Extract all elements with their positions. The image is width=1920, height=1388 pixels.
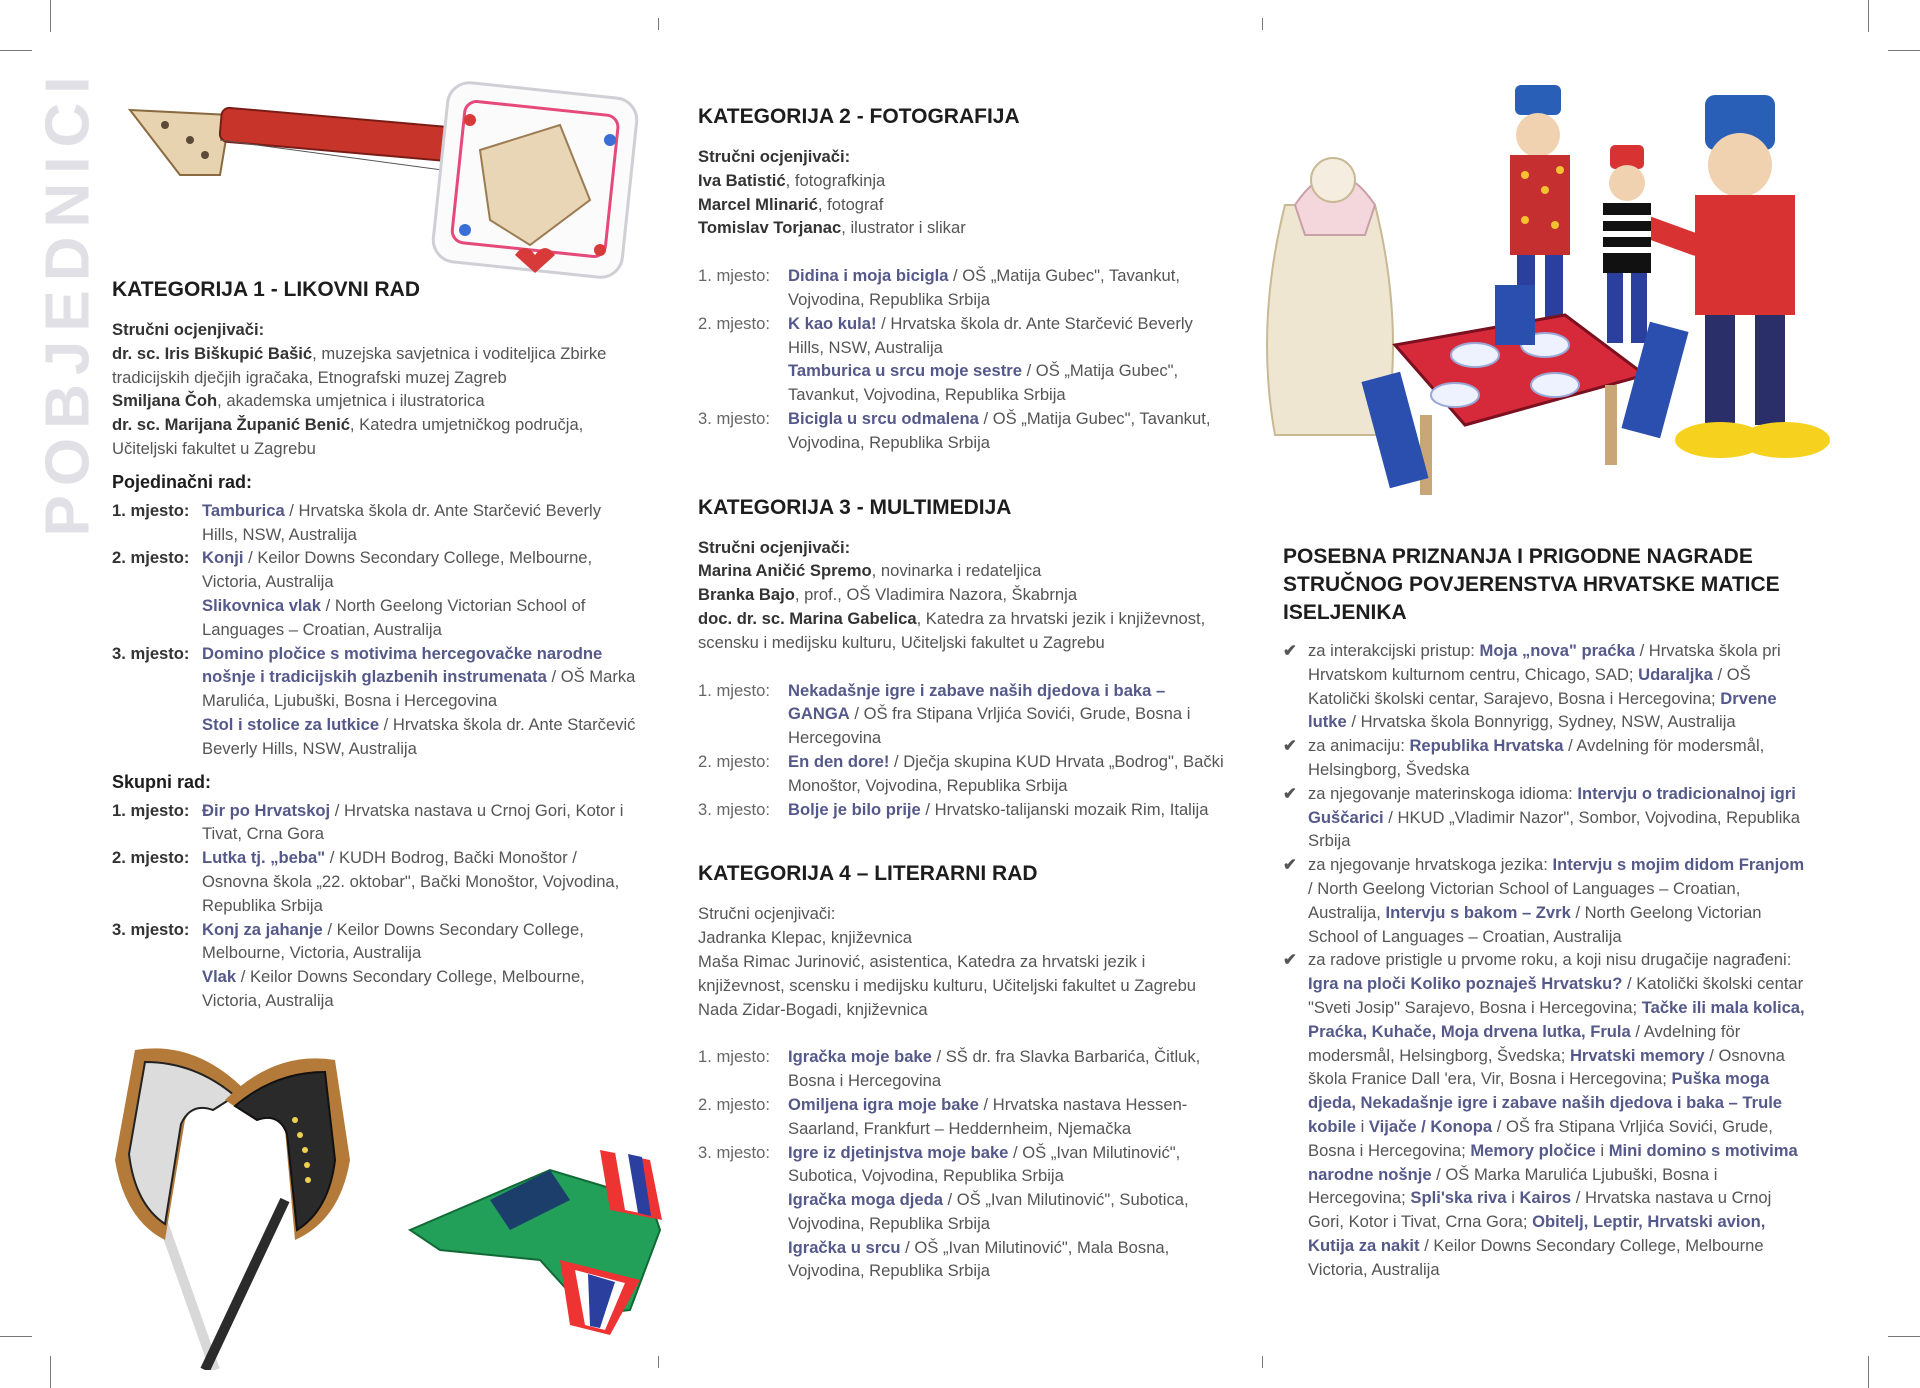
- special-award-item: ✔ za interakcijski pristup: Moja „nova" praćka / Hrvatska škola pri Hrvatskom kulturnom centru, Chicago, SAD; Udaraljka / OŠ Katolički školski centar, Sarajevo, Bosna i Hercegovina; Drvene lutke / Hrvatska škola Bonnyrigg, Sydney, NSW, Australija: [1283, 641, 1781, 732]
- checkmark-icon: ✔: [1283, 783, 1297, 803]
- judge-entry: dr. sc. Iris Biškupić Bašić, muzejska savjetnica i voditeljica Zbirke tradicijskih dječjih igračaka, Etnografski muzej Zagreb: [112, 343, 607, 387]
- crop-mark: [1262, 18, 1263, 30]
- crop-mark: [50, 1356, 51, 1388]
- checkmark-icon: ✔: [1283, 736, 1297, 756]
- category-4-section: [698, 861, 1228, 1283]
- crop-mark: [1868, 1356, 1869, 1388]
- place-row: 1. mjesto: Đir po Hrvatskoj / Hrvatska nastava u Crnoj Gori, Kotor i Tivat, Crna Gora: [112, 799, 640, 847]
- crop-mark: [1888, 1336, 1920, 1337]
- checkmark-icon: ✔: [1283, 641, 1297, 660]
- hobby-horses-image: [95, 1040, 355, 1370]
- winner-entry: Stol i stolice za lutkice / Hrvatska škola dr. Ante Starčević Beverly Hills, NSW, Australija: [202, 714, 636, 758]
- special-award-item: ✔ za njegovanje hrvatskoga jezika: Intervju s mojim didom Franjom / North Geelong Victorian School of Languages – Croatian, Australija, Intervju s bakom – Zvrk / North Geelong Victorian School of Languages – Croatian, Australija: [1283, 855, 1805, 946]
- judge-entry: Marcel Mlinarić, fotograf: [698, 194, 884, 214]
- place-row: 2. mjesto: Lutka tj. „beba" / KUDH Bodrog, Bački Monoštor / Osnovna škola „22. oktobar", Bački Monoštor, Vojvodina, Republika Srbija: [112, 846, 640, 917]
- crop-mark: [0, 1336, 32, 1337]
- categories-2-4-column: [698, 104, 1228, 1323]
- judge-entry: Jadranka Klepac, književnica: [698, 928, 912, 948]
- category-2-title: KATEGORIJA 2 - FOTOGRAFIJA: [698, 105, 1020, 128]
- winner-entry: K kao kula! / Hrvatska škola dr. Ante Starčević Beverly Hills, NSW, Australija: [788, 313, 1193, 357]
- category-1-title: KATEGORIJA 1 - LIKOVNI RAD: [112, 278, 421, 301]
- category-4-title: KATEGORIJA 4 – LITERARNI RAD: [698, 862, 1038, 886]
- judge-entry: Iva Batistić, fotografkinja: [698, 170, 886, 190]
- winner-entry: Igračka moga djeda / OŠ „Ivan Milutinović", Subotica, Vojvodina, Republika Srbija: [788, 1190, 1189, 1233]
- checkmark-icon: ✔: [1283, 855, 1297, 875]
- place-row: 1. mjesto: Didina i moja bicigla / OŠ „Matija Gubec", Tavankut, Vojvodina, Republika Srbija: [698, 264, 1228, 312]
- crop-mark: [0, 50, 32, 51]
- crop-mark: [50, 0, 51, 32]
- vertical-title-text: POBJEDNICI: [33, 67, 103, 537]
- special-award-item: ✔ za njegovanje materinskoga idioma: Intervju o tradicionalnoj igri Guščarici / HKUD „Vladimir Nazor", Sombor, Vojvodina, Republika Srbija: [1283, 783, 1800, 851]
- individual-places-list: [112, 499, 640, 761]
- judge-entry: Nada Zidar-Bogadi, književnica: [698, 999, 928, 1019]
- checkmark-icon: ✔: [1283, 950, 1297, 970]
- crop-mark: [1888, 50, 1920, 51]
- crop-mark: [658, 18, 659, 30]
- place-row: 1. mjesto: Igračka moje bake / SŠ dr. fra Slavka Barbarića, Čitluk, Bosna i Hercegovina: [698, 1045, 1228, 1093]
- category-3-judges: [698, 536, 1228, 655]
- judges-label: Stručni ocjenjivači:: [698, 537, 851, 557]
- category-2-judges: [698, 145, 1228, 240]
- winner-entry: Igračka u srcu / OŠ „Ivan Milutinović", Mala Bosna, Vojvodina, Republika Srbija: [788, 1237, 1170, 1281]
- crop-mark: [658, 1356, 659, 1368]
- category-4-judges: [698, 902, 1228, 1021]
- winner-entry: Nekadašnje igre i zabave naših djedova i baka – GANGA / OŠ fra Stipana Vrljića Sovići, Grude, Bosna i Hercegovina: [788, 680, 1191, 748]
- winner-entry: Đir po Hrvatskoj / Hrvatska nastava u Crnoj Gori, Kotor i Tivat, Crna Gora: [202, 800, 624, 844]
- special-award-item: ✔ za animaciju: Republika Hrvatska / Avdelning för modersmål, Helsingborg, Švedska: [1283, 736, 1765, 779]
- winner-entry: Konj za jahanje / Keilor Downs Secondary College, Melbourne, Victoria, Australija: [202, 919, 584, 963]
- winner-entry: Tamburica u srcu moje sestre / OŠ „Matija Gubec", Tavankut, Vojvodina, Republika Srbija: [788, 361, 1179, 405]
- judge-entry: dr. sc. Marijana Županić Benić, Katedra umjetničkog područja, Učiteljski fakultet u Zagrebu: [112, 415, 584, 458]
- winner-entry: Igračka moje bake / SŠ dr. fra Slavka Barbarića, Čitluk, Bosna i Hercegovina: [788, 1047, 1201, 1091]
- special-awards-title: POSEBNA PRIZNANJA I PRIGODNE NAGRADE STRUČNOG POVJERENSTVA HRVATSKE MATICE ISELJENIKA: [1283, 545, 1780, 624]
- winner-entry: Tamburica / Hrvatska škola dr. Ante Starčević Beverly Hills, NSW, Australija: [202, 500, 602, 544]
- category-4-places: [698, 1045, 1228, 1283]
- place-row: 2. mjesto: K kao kula! / Hrvatska škola dr. Ante Starčević Beverly Hills, NSW, Australija Tamburica u srcu moje sestre / OŠ „Matija Gubec", Tavankut, Vojvodina, Republika Srbija: [698, 312, 1228, 407]
- special-award-item: ✔ za radove pristigle u prvome roku, a koji nisu drugačije nagrađeni: Igra na ploči Koliko poznaješ Hrvatsku? / Katolički školski centar "Sveti Josip" Sarajevo, Bosna i Hercegovina; Tačke ili mala kolica, Praćka, Kuhače, Moja drvena lutka, Frula / Avdelning för modersmål, Helsingborg, Švedska; Hrvatski memory / Osnovna škola Franice Dall 'era, Vir, Bosna i Hercegovina; Puška moga djeda, Nekadašnje igre i zabave naših djedova i baka – Trule kobile i Vijače / Konopa / OŠ fra Stipana Vrljića Sovići, Grude, Bosna i Hercegovina; Memory pločice i Mini domino s motivima narodne nošnje / OŠ Marka Marulića Ljubuški, Bosna i Hercegovina; Spli'ska riva i Kairos / Hrvatska nastava u Crnoj Gori, Kotor i Tivat, Crna Gora; Obitelj, Leptir, Hrvatski avion, Kutija za nakit / Keilor Downs Secondary College, Melbourne Victoria, Australija: [1283, 950, 1805, 1279]
- place-row: 3. mjesto: Igre iz djetinjstva moje bake / OŠ „Ivan Milutinović", Subotica, Vojvodina, Republika Srbija Igračka moga djeda / OŠ „Ivan Milutinović", Subotica, Vojvodina, Republika Srbija Igračka u srcu / OŠ „Ivan Milutinović", Mala Bosna, Vojvodina, Republika Srbija: [698, 1141, 1228, 1284]
- place-row: 2. mjesto: Konji / Keilor Downs Secondary College, Melbourne, Victoria, Australija Slikovnica vlak / North Geelong Victorian School of Languages – Croatian, Australija: [112, 546, 640, 641]
- place-row: 3. mjesto: Domino pločice s motivima hercegovačke narodne nošnje i tradicijskih glazbenih instrumenata / OŠ Marka Marulića, Ljubuški, Bosna i Hercegovina Stol i stolice za lutkice / Hrvatska škola dr. Ante Starčević Beverly Hills, NSW, Australija: [112, 642, 640, 761]
- winner-entry: Igre iz djetinjstva moje bake / OŠ „Ivan Milutinović", Subotica, Vojvodina, Republika Srbija: [788, 1142, 1181, 1186]
- winner-entry: Slikovnica vlak / North Geelong Victorian School of Languages – Croatian, Australija: [202, 595, 586, 639]
- group-places-list: [112, 799, 640, 1013]
- place-row: 2. mjesto: En den dore! / Dječja skupina KUD Hrvata „Bodrog", Bački Monoštor, Vojvodina, Republika Srbija: [698, 750, 1228, 798]
- place-row: 3. mjesto: Bicigla u srcu odmalena / OŠ „Matija Gubec", Tavankut, Vojvodina, Republika Srbija: [698, 407, 1228, 455]
- category-3-title: KATEGORIJA 3 - MULTIMEDIJA: [698, 495, 1012, 519]
- winner-entry: Omiljena igra moje bake / Hrvatska nastava Hessen-Saarland, Frankfurt – Heddernheim, Njemačka: [788, 1094, 1188, 1138]
- winner-entry: En den dore! / Dječja skupina KUD Hrvata „Bodrog", Bački Monoštor, Vojvodina, Republika Srbija: [788, 751, 1224, 795]
- winner-entry: Bicigla u srcu odmalena / OŠ „Matija Gubec", Tavankut, Vojvodina, Republika Srbija: [788, 408, 1211, 452]
- judge-entry: doc. dr. sc. Marina Gabelica, Katedra za hrvatski jezik i književnost, scensku i medijsku kulturu, Učiteljski fakultet u Zagrebu: [698, 608, 1206, 652]
- judge-entry: Maša Rimac Jurinović, asistentica, Katedra za hrvatski jezik i književnost, scensku i medijsku kulturu, Učiteljski fakultet u Zagrebu: [698, 951, 1197, 995]
- category-3-section: [698, 495, 1228, 822]
- winner-entry: Konji / Keilor Downs Secondary College, Melbourne, Victoria, Australija: [202, 548, 593, 592]
- special-awards-list: [1283, 639, 1808, 1282]
- winner-entry: Didina i moja bicigla / OŠ „Matija Gubec", Tavankut, Vojvodina, Republika Srbija: [788, 266, 1180, 309]
- winner-entry: Domino pločice s motivima hercegovačke narodne nošnje i tradicijskih glazbenih instrumenata / OŠ Marka Marulića, Ljubuški, Bosna i Hercegovina: [202, 643, 636, 711]
- winner-entry: Lutka tj. „beba" / KUDH Bodrog, Bački Monoštor / Osnovna škola „22. oktobar", Bački Monoštor, Vojvodina, Republika Srbija: [202, 848, 620, 915]
- judges-label: Stručni ocjenjivači:: [698, 147, 851, 166]
- category-1-judges: [112, 318, 640, 461]
- category-2-section: [698, 104, 1228, 455]
- crop-mark: [1868, 0, 1869, 32]
- judge-entry: Tomislav Torjanac, ilustrator i slikar: [698, 218, 966, 238]
- place-row: 1. mjesto: Tamburica / Hrvatska škola dr. Ante Starčević Beverly Hills, NSW, Australija: [112, 499, 640, 547]
- category-3-places: [698, 679, 1228, 822]
- place-row: 3. mjesto: Konj za jahanje / Keilor Downs Secondary College, Melbourne, Victoria, Australija Vlak / Keilor Downs Secondary College, Melbourne, Victoria, Australija: [112, 918, 640, 1013]
- category-1-section: [112, 277, 640, 1013]
- crop-mark: [1262, 1356, 1263, 1368]
- place-row: 1. mjesto: Nekadašnje igre i zabave naših djedova i baka – GANGA / OŠ fra Stipana Vrljića Sovići, Grude, Bosna i Hercegovina: [698, 679, 1228, 750]
- judge-entry: Marina Aničić Spremo, novinarka i redateljica: [698, 561, 1042, 581]
- category-2-places: [698, 264, 1228, 454]
- wooden-dolls-image: [1225, 55, 1865, 535]
- judges-label: Stručni ocjenjivači:: [112, 320, 265, 339]
- winner-entry: Vlak / Keilor Downs Secondary College, Melbourne, Victoria, Australija: [202, 967, 585, 1010]
- judge-entry: Branka Bajo, prof., OŠ Vladimira Nazora, Škabrnja: [698, 585, 1078, 605]
- place-row: 2. mjesto: Omiljena igra moje bake / Hrvatska nastava Hessen-Saarland, Frankfurt – Heddernheim, Njemačka: [698, 1093, 1228, 1141]
- special-awards-section: [1283, 543, 1808, 1282]
- toy-airplane-image: [400, 1140, 680, 1340]
- judge-entry: Smiljana Čoh, akademska umjetnica i ilustratorica: [112, 391, 485, 411]
- winner-entry: Bolje je bilo prije / Hrvatsko-talijanski mozaik Rim, Italija: [788, 799, 1209, 819]
- individual-work-heading: Pojedinačni rad:: [112, 471, 253, 492]
- judges-label: Stručni ocjenjivači:: [698, 904, 836, 924]
- tamburica-toy-image: [120, 80, 640, 280]
- vertical-page-title: [33, 67, 103, 537]
- group-work-heading: Skupni rad:: [112, 771, 212, 792]
- place-row: 3. mjesto: Bolje je bilo prije / Hrvatsko-talijanski mozaik Rim, Italija: [698, 798, 1228, 822]
